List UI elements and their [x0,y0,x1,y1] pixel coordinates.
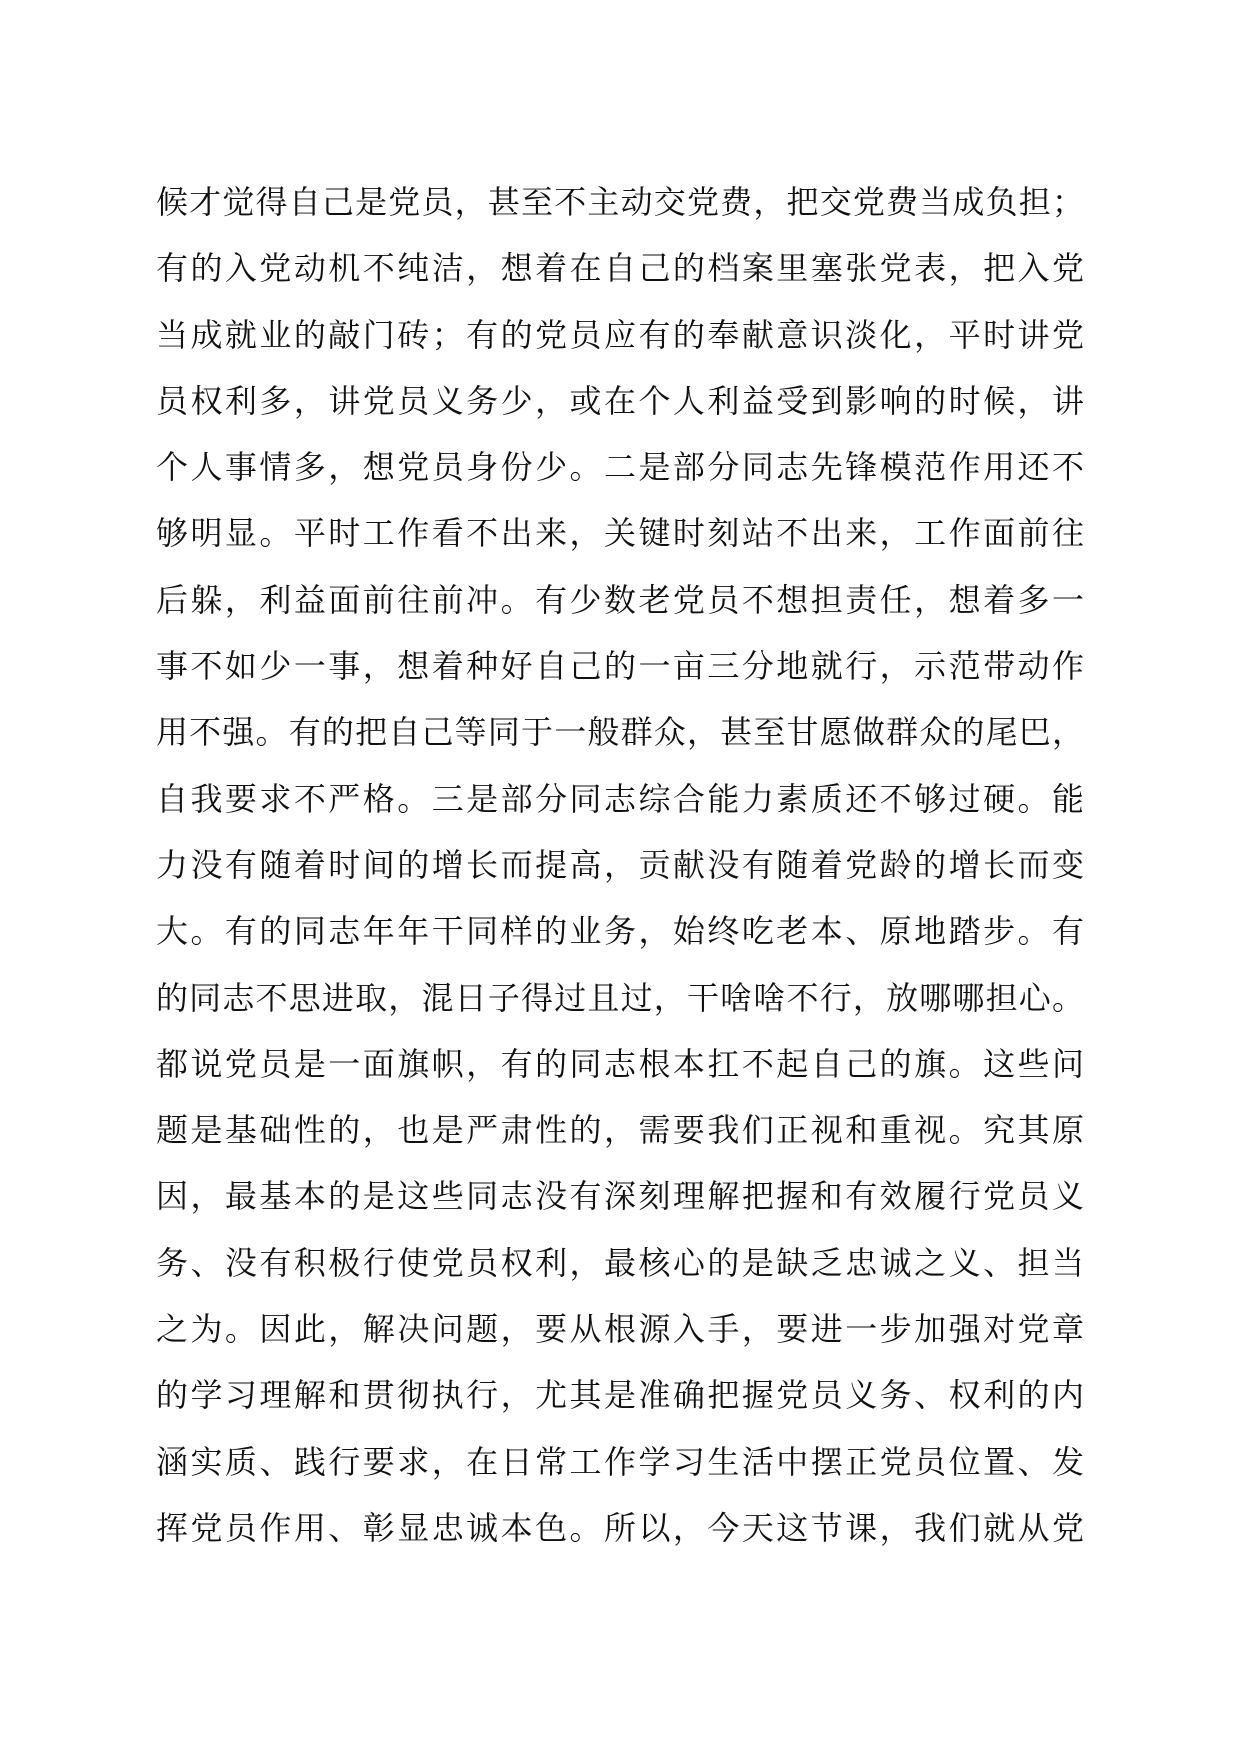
text-line-8: 事不如少一事，想着种好自己的一亩三分地就行，示范带动作 [156,647,1084,686]
text-line-7: 后躲，利益面前往前冲。有少数老党员不想担责任，想着多一 [156,580,1084,619]
text-line-14: 都说党员是一面旗帜，有的同志根本扛不起自己的旗。这些问 [156,1044,1084,1083]
text-line-2: 有的入党动机不纯洁，想着在自己的档案里塞张党表，把入党 [156,249,1084,288]
text-line-19: 的学习理解和贯彻执行，尤其是准确把握党员义务、权利的内 [156,1376,1084,1415]
text-line-16: 因，最基本的是这些同志没有深刻理解把握和有效履行党员义 [156,1177,1084,1216]
text-line-11: 力没有随着时间的增长而提高，贡献没有随着党龄的增长而变 [156,845,1084,884]
text-line-4: 员权利多，讲党员义务少，或在个人利益受到影响的时候，讲 [156,381,1084,420]
text-line-12: 大。有的同志年年干同样的业务，始终吃老本、原地踏步。有 [156,912,1084,951]
text-line-21: 挥党员作用、彰显忠诚本色。所以，今天这节课，我们就从党 [156,1508,1084,1547]
text-line-20: 涵实质、践行要求，在日常工作学习生活中摆正党员位置、发 [156,1442,1084,1481]
text-line-6: 够明显。平时工作看不出来，关键时刻站不出来，工作面前往 [156,514,1084,553]
text-line-3: 当成就业的敲门砖；有的党员应有的奉献意识淡化，平时讲党 [156,315,1084,354]
text-line-10: 自我要求不严格。三是部分同志综合能力素质还不够过硬。能 [156,779,1084,818]
body-text [156,183,1084,1578]
text-line-17: 务、没有积极行使党员权利，最核心的是缺乏忠诚之义、担当 [156,1243,1084,1282]
text-line-15: 题是基础性的，也是严肃性的，需要我们正视和重视。究其原 [156,1111,1084,1150]
text-line-1: 候才觉得自己是党员，甚至不主动交党费，把交党费当成负担； [156,183,1084,221]
text-line-9: 用不强。有的把自己等同于一般群众，甚至甘愿做群众的尾巴， [156,713,1084,752]
text-line-13: 的同志不思进取，混日子得过且过，干啥啥不行，放哪哪担心。 [156,978,1084,1017]
text-line-5: 个人事情多，想党员身份少。二是部分同志先锋模范作用还不 [156,448,1084,487]
text-line-18: 之为。因此，解决问题，要从根源入手，要进一步加强对党章 [156,1310,1084,1349]
